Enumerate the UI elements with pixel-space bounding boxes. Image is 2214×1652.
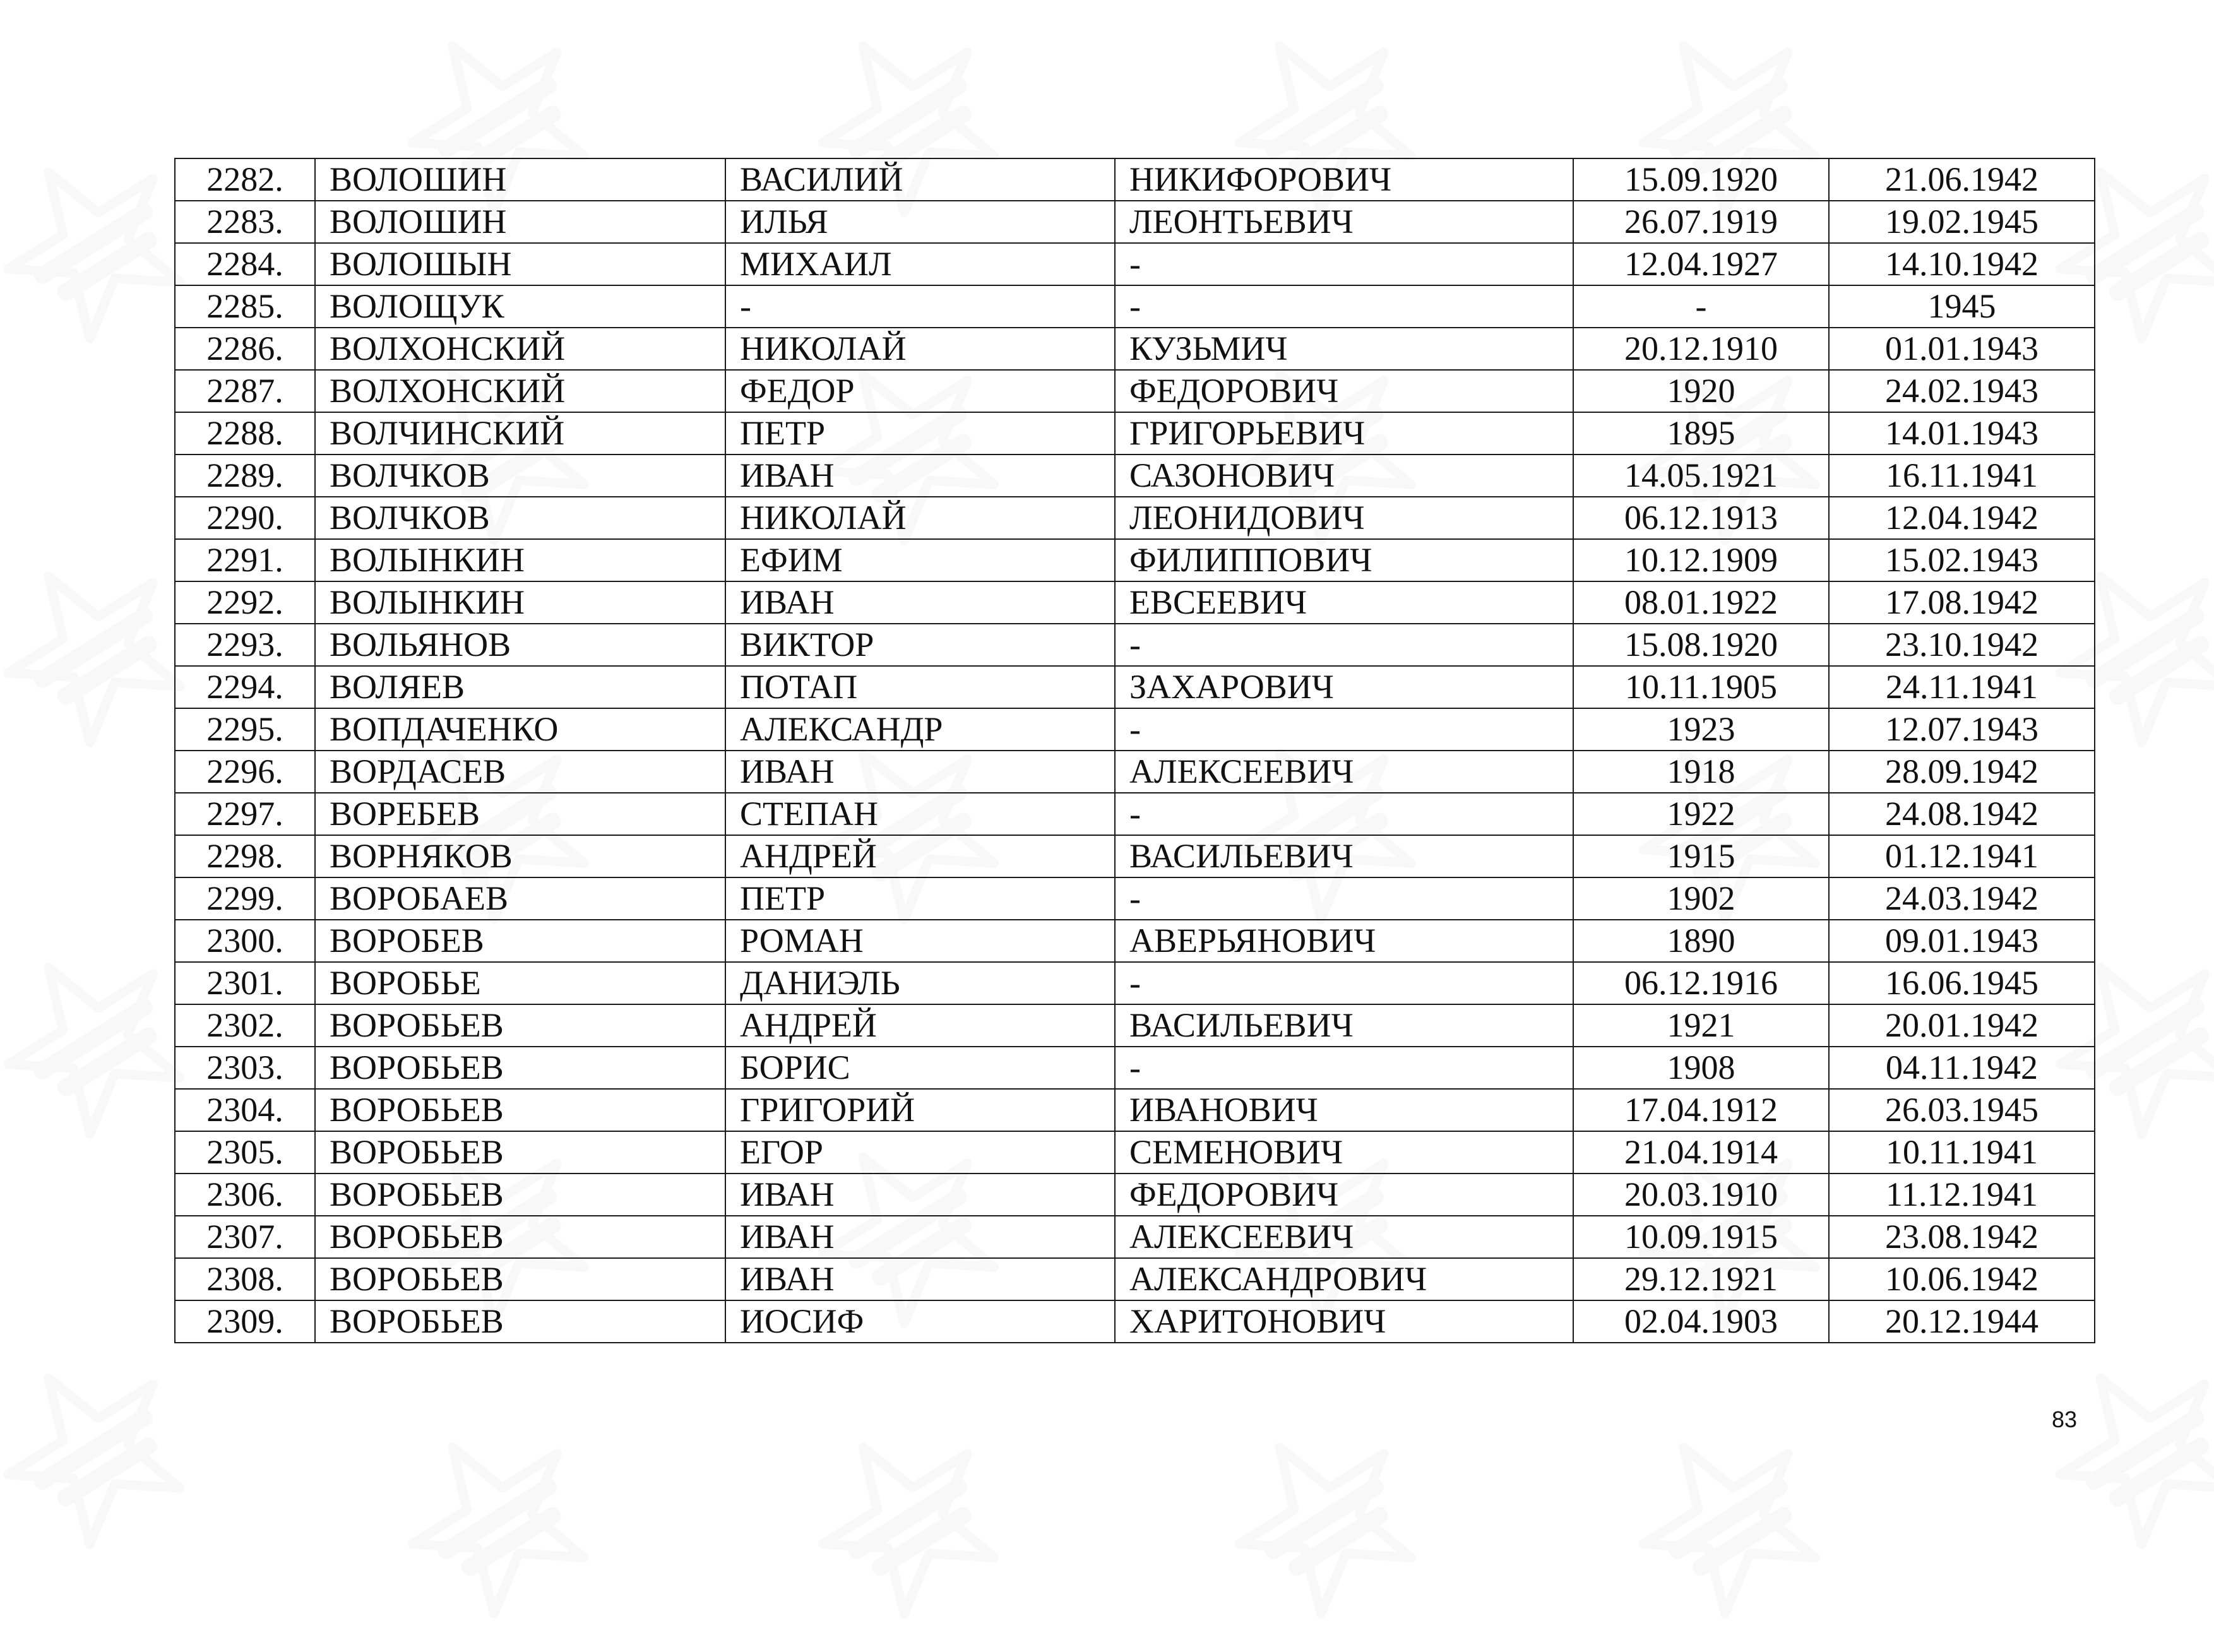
table-row [175, 1174, 2095, 1216]
birth-date-cell: 06.12.1913 [1573, 497, 1829, 539]
surname-cell: ВОРДАСЕВ [315, 751, 725, 793]
record-number-cell: 2282. [175, 158, 315, 201]
surname-cell: ВОРЕБЕВ [315, 793, 725, 835]
surname-cell: ВОПДАЧЕНКО [315, 708, 725, 751]
death-date-cell: 24.03.1942 [1829, 877, 2095, 920]
star-logo-icon [0, 1321, 225, 1582]
table-row [175, 455, 2095, 497]
birth-date-cell: 21.04.1914 [1573, 1131, 1829, 1174]
death-date-cell: 10.06.1942 [1829, 1258, 2095, 1300]
surname-cell: ВОЛЬЯНОВ [315, 624, 725, 666]
patronymic-cell: СЕМЕНОВИЧ [1115, 1131, 1573, 1174]
birth-date-cell: 10.12.1909 [1573, 539, 1829, 581]
record-number-cell: 2297. [175, 793, 315, 835]
star-logo-icon [1599, 1391, 1860, 1651]
surname-cell: ВОРОБЬЕВ [315, 1089, 725, 1131]
record-number-cell: 2285. [175, 285, 315, 328]
surname-cell: ВОЛЧКОВ [315, 497, 725, 539]
death-date-cell: 1945 [1829, 285, 2095, 328]
first-name-cell: ИВАН [725, 1216, 1115, 1258]
birth-date-cell: 29.12.1921 [1573, 1258, 1829, 1300]
first-name-cell: ФЕДОР [725, 370, 1115, 412]
death-date-cell: 20.01.1942 [1829, 1004, 2095, 1047]
death-date-cell: 11.12.1941 [1829, 1174, 2095, 1216]
first-name-cell: - [725, 285, 1115, 328]
first-name-cell: ИВАН [725, 455, 1115, 497]
record-number-cell: 2294. [175, 666, 315, 708]
death-date-cell: 10.11.1941 [1829, 1131, 2095, 1174]
first-name-cell: АНДРЕЙ [725, 835, 1115, 877]
patronymic-cell: ФЕДОРОВИЧ [1115, 1174, 1573, 1216]
birth-date-cell: 1920 [1573, 370, 1829, 412]
patronymic-cell: ЕВСЕЕВИЧ [1115, 581, 1573, 624]
first-name-cell: СТЕПАН [725, 793, 1115, 835]
patronymic-cell: ХАРИТОНОВИЧ [1115, 1300, 1573, 1343]
record-number-cell: 2302. [175, 1004, 315, 1047]
patronymic-cell: АЛЕКСЕЕВИЧ [1115, 1216, 1573, 1258]
surname-cell: ВОЛОШЫН [315, 243, 725, 285]
birth-date-cell: 10.09.1915 [1573, 1216, 1829, 1258]
first-name-cell: РОМАН [725, 920, 1115, 962]
surname-cell: ВОРОБЬЕВ [315, 1131, 725, 1174]
patronymic-cell: - [1115, 285, 1573, 328]
first-name-cell: ПЕТР [725, 412, 1115, 455]
first-name-cell: ВИКТОР [725, 624, 1115, 666]
death-date-cell: 23.10.1942 [1829, 624, 2095, 666]
surname-cell: ВОЛЯЕВ [315, 666, 725, 708]
table-row [175, 835, 2095, 877]
first-name-cell: ИВАН [725, 581, 1115, 624]
record-number-cell: 2287. [175, 370, 315, 412]
first-name-cell: ПОТАП [725, 666, 1115, 708]
death-date-cell: 12.07.1943 [1829, 708, 2095, 751]
table-row [175, 708, 2095, 751]
record-number-cell: 2299. [175, 877, 315, 920]
table-row [175, 370, 2095, 412]
birth-date-cell: 1921 [1573, 1004, 1829, 1047]
surname-cell: ВОРОБАЕВ [315, 877, 725, 920]
patronymic-cell: - [1115, 793, 1573, 835]
surname-cell: ВОЛОШИН [315, 158, 725, 201]
first-name-cell: ИВАН [725, 1258, 1115, 1300]
record-number-cell: 2289. [175, 455, 315, 497]
birth-date-cell: 1923 [1573, 708, 1829, 751]
first-name-cell: ДАНИЭЛЬ [725, 962, 1115, 1004]
first-name-cell: ИВАН [725, 1174, 1115, 1216]
surname-cell: ВОРОБЬЕ [315, 962, 725, 1004]
patronymic-cell: ИВАНОВИЧ [1115, 1089, 1573, 1131]
birth-date-cell: 14.05.1921 [1573, 455, 1829, 497]
record-number-cell: 2293. [175, 624, 315, 666]
first-name-cell: ЕФИМ [725, 539, 1115, 581]
table-row [175, 243, 2095, 285]
patronymic-cell: АЛЕКСАНДРОВИЧ [1115, 1258, 1573, 1300]
surname-cell: ВОРОБЬЕВ [315, 1047, 725, 1089]
page-number: 83 [2051, 1406, 2077, 1432]
death-date-cell: 01.01.1943 [1829, 328, 2095, 370]
birth-date-cell: 15.08.1920 [1573, 624, 1829, 666]
patronymic-cell: - [1115, 624, 1573, 666]
table-row [175, 539, 2095, 581]
record-number-cell: 2286. [175, 328, 315, 370]
death-date-cell: 28.09.1942 [1829, 751, 2095, 793]
patronymic-cell: - [1115, 962, 1573, 1004]
patronymic-cell: ЛЕОНИДОВИЧ [1115, 497, 1573, 539]
birth-date-cell: 15.09.1920 [1573, 158, 1829, 201]
first-name-cell: АЛЕКСАНДР [725, 708, 1115, 751]
death-date-cell: 14.10.1942 [1829, 243, 2095, 285]
star-logo-icon [368, 1391, 629, 1651]
table-row [175, 1216, 2095, 1258]
record-number-cell: 2290. [175, 497, 315, 539]
table-row [175, 1047, 2095, 1089]
record-number-cell: 2308. [175, 1258, 315, 1300]
patronymic-cell: ФЕДОРОВИЧ [1115, 370, 1573, 412]
first-name-cell: БОРИС [725, 1047, 1115, 1089]
birth-date-cell: 02.04.1903 [1573, 1300, 1829, 1343]
birth-date-cell: 12.04.1927 [1573, 243, 1829, 285]
surname-cell: ВОРОБЕВ [315, 920, 725, 962]
record-number-cell: 2301. [175, 962, 315, 1004]
surname-cell: ВОЛОШИН [315, 201, 725, 243]
record-number-cell: 2304. [175, 1089, 315, 1131]
patronymic-cell: САЗОНОВИЧ [1115, 455, 1573, 497]
record-number-cell: 2298. [175, 835, 315, 877]
patronymic-cell: АЛЕКСЕЕВИЧ [1115, 751, 1573, 793]
record-number-cell: 2291. [175, 539, 315, 581]
star-logo-icon [1195, 1391, 1456, 1651]
first-name-cell: АНДРЕЙ [725, 1004, 1115, 1047]
surname-cell: ВОЛХОНСКИЙ [315, 370, 725, 412]
surname-cell: ВОРОБЬЕВ [315, 1216, 725, 1258]
patronymic-cell: - [1115, 708, 1573, 751]
surname-cell: ВОРОБЬЕВ [315, 1174, 725, 1216]
table-row [175, 328, 2095, 370]
death-date-cell: 09.01.1943 [1829, 920, 2095, 962]
death-date-cell: 17.08.1942 [1829, 581, 2095, 624]
birth-date-cell: 1908 [1573, 1047, 1829, 1089]
table-row [175, 412, 2095, 455]
table-row [175, 158, 2095, 201]
table-row [175, 751, 2095, 793]
surname-cell: ВОЛХОНСКИЙ [315, 328, 725, 370]
death-date-cell: 23.08.1942 [1829, 1216, 2095, 1258]
table-row [175, 920, 2095, 962]
surname-cell: ВОРОБЬЕВ [315, 1300, 725, 1343]
patronymic-cell: АВЕРЬЯНОВИЧ [1115, 920, 1573, 962]
star-logo-icon [2016, 1321, 2214, 1582]
record-number-cell: 2295. [175, 708, 315, 751]
patronymic-cell: - [1115, 1047, 1573, 1089]
first-name-cell: ИЛЬЯ [725, 201, 1115, 243]
death-date-cell: 20.12.1944 [1829, 1300, 2095, 1343]
birth-date-cell: 1902 [1573, 877, 1829, 920]
death-date-cell: 19.02.1945 [1829, 201, 2095, 243]
birth-date-cell: 06.12.1916 [1573, 962, 1829, 1004]
death-date-cell: 24.11.1941 [1829, 666, 2095, 708]
table-row [175, 497, 2095, 539]
record-number-cell: 2284. [175, 243, 315, 285]
patronymic-cell: ЗАХАРОВИЧ [1115, 666, 1573, 708]
record-number-cell: 2303. [175, 1047, 315, 1089]
death-date-cell: 01.12.1941 [1829, 835, 2095, 877]
patronymic-cell: - [1115, 243, 1573, 285]
surname-cell: ВОЛЧКОВ [315, 455, 725, 497]
star-logo-icon [778, 1391, 1039, 1651]
birth-date-cell: 17.04.1912 [1573, 1089, 1829, 1131]
patronymic-cell: КУЗЬМИЧ [1115, 328, 1573, 370]
roster-table [174, 158, 2095, 1343]
table-row [175, 1300, 2095, 1343]
birth-date-cell: 1890 [1573, 920, 1829, 962]
death-date-cell: 24.08.1942 [1829, 793, 2095, 835]
roster-table-body [175, 158, 2095, 1343]
first-name-cell: ИОСИФ [725, 1300, 1115, 1343]
patronymic-cell: - [1115, 877, 1573, 920]
death-date-cell: 16.06.1945 [1829, 962, 2095, 1004]
table-row [175, 877, 2095, 920]
birth-date-cell: 1918 [1573, 751, 1829, 793]
birth-date-cell: 1915 [1573, 835, 1829, 877]
record-number-cell: 2300. [175, 920, 315, 962]
table-row [175, 962, 2095, 1004]
surname-cell: ВОРОБЬЕВ [315, 1258, 725, 1300]
table-row [175, 624, 2095, 666]
first-name-cell: ПЕТР [725, 877, 1115, 920]
patronymic-cell: ЛЕОНТЬЕВИЧ [1115, 201, 1573, 243]
record-number-cell: 2288. [175, 412, 315, 455]
table-row [175, 1004, 2095, 1047]
patronymic-cell: ФИЛИППОВИЧ [1115, 539, 1573, 581]
first-name-cell: ИВАН [725, 751, 1115, 793]
table-row [175, 793, 2095, 835]
death-date-cell: 16.11.1941 [1829, 455, 2095, 497]
record-number-cell: 2305. [175, 1131, 315, 1174]
birth-date-cell: - [1573, 285, 1829, 328]
patronymic-cell: НИКИФОРОВИЧ [1115, 158, 1573, 201]
first-name-cell: МИХАИЛ [725, 243, 1115, 285]
record-number-cell: 2309. [175, 1300, 315, 1343]
patronymic-cell: ГРИГОРЬЕВИЧ [1115, 412, 1573, 455]
death-date-cell: 15.02.1943 [1829, 539, 2095, 581]
death-date-cell: 26.03.1945 [1829, 1089, 2095, 1131]
surname-cell: ВОЛЫНКИН [315, 581, 725, 624]
first-name-cell: НИКОЛАЙ [725, 497, 1115, 539]
death-date-cell: 04.11.1942 [1829, 1047, 2095, 1089]
first-name-cell: ВАСИЛИЙ [725, 158, 1115, 201]
birth-date-cell: 08.01.1922 [1573, 581, 1829, 624]
patronymic-cell: ВАСИЛЬЕВИЧ [1115, 1004, 1573, 1047]
record-number-cell: 2307. [175, 1216, 315, 1258]
death-date-cell: 24.02.1943 [1829, 370, 2095, 412]
birth-date-cell: 26.07.1919 [1573, 201, 1829, 243]
first-name-cell: ЕГОР [725, 1131, 1115, 1174]
first-name-cell: НИКОЛАЙ [725, 328, 1115, 370]
death-date-cell: 12.04.1942 [1829, 497, 2095, 539]
table-row [175, 1258, 2095, 1300]
surname-cell: ВОРОБЬЕВ [315, 1004, 725, 1047]
birth-date-cell: 1895 [1573, 412, 1829, 455]
death-date-cell: 14.01.1943 [1829, 412, 2095, 455]
record-number-cell: 2306. [175, 1174, 315, 1216]
surname-cell: ВОРНЯКОВ [315, 835, 725, 877]
record-number-cell: 2292. [175, 581, 315, 624]
table-row [175, 581, 2095, 624]
record-number-cell: 2283. [175, 201, 315, 243]
birth-date-cell: 20.12.1910 [1573, 328, 1829, 370]
birth-date-cell: 20.03.1910 [1573, 1174, 1829, 1216]
death-date-cell: 21.06.1942 [1829, 158, 2095, 201]
surname-cell: ВОЛЧИНСКИЙ [315, 412, 725, 455]
patronymic-cell: ВАСИЛЬЕВИЧ [1115, 835, 1573, 877]
surname-cell: ВОЛЫНКИН [315, 539, 725, 581]
record-number-cell: 2296. [175, 751, 315, 793]
birth-date-cell: 10.11.1905 [1573, 666, 1829, 708]
table-row [175, 201, 2095, 243]
first-name-cell: ГРИГОРИЙ [725, 1089, 1115, 1131]
birth-date-cell: 1922 [1573, 793, 1829, 835]
table-row [175, 666, 2095, 708]
table-row [175, 285, 2095, 328]
surname-cell: ВОЛОЩУК [315, 285, 725, 328]
table-row [175, 1089, 2095, 1131]
table-row [175, 1131, 2095, 1174]
